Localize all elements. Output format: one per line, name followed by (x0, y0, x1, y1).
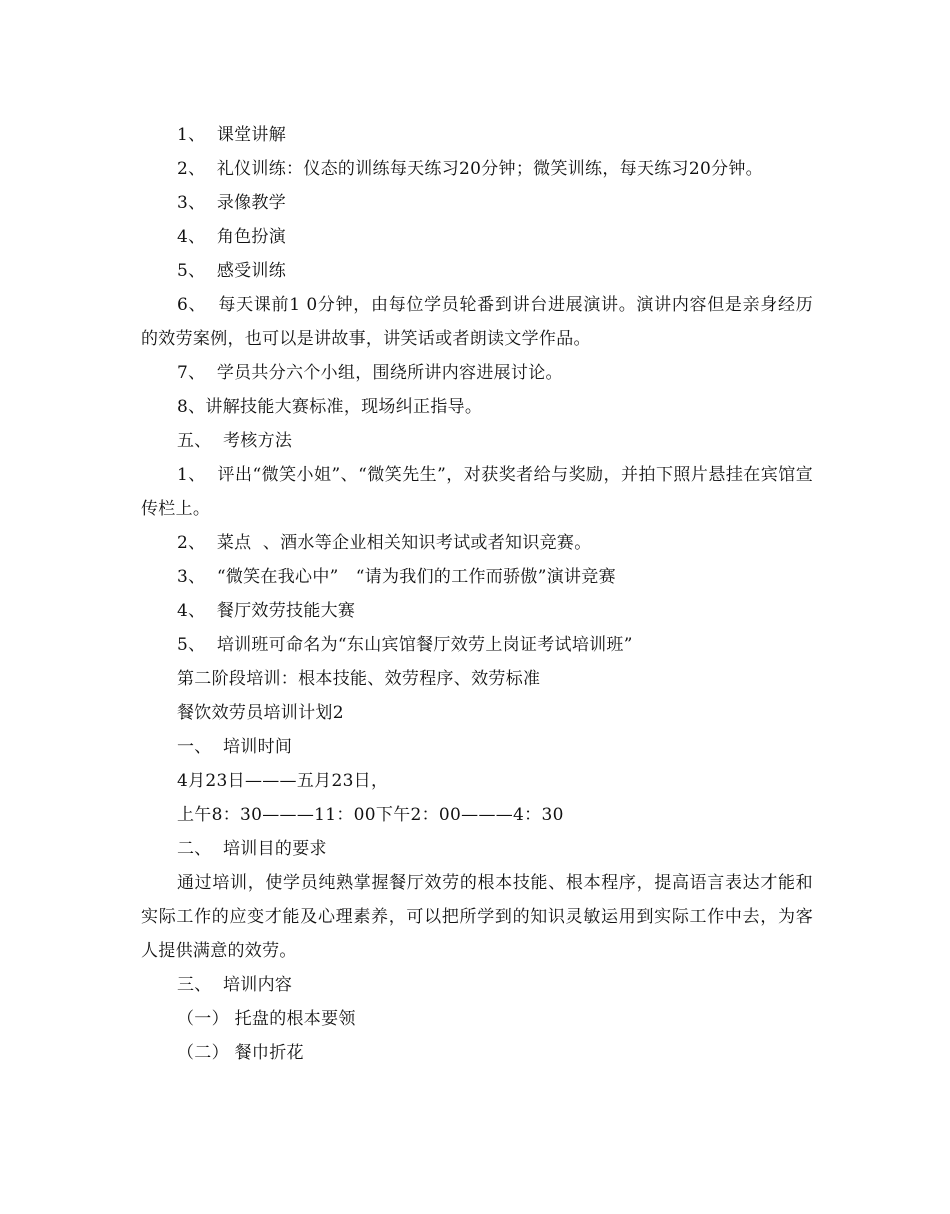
paragraph-18: （一） 托盘的根本要领 (177, 1009, 356, 1029)
paragraph-13: 5、 培训班可命名为“东山宾馆餐厅效劳上岗证考试培训班” (177, 635, 633, 655)
paragraph-8: 8、讲解技能大赛标准，现场纠正指导。 (177, 397, 483, 417)
paragraph-19: （二） 餐巾折花 (177, 1043, 304, 1063)
plan-title: 餐饮效劳员培训计划2 (177, 703, 344, 723)
paragraph-2: 2、 礼仪训练：仪态的训练每天练习20分钟；微笑训练，每天练习20分钟。 (177, 159, 763, 179)
section-heading-1: 一、 培训时间 (177, 737, 293, 757)
paragraph-5: 5、 感受训练 (177, 261, 287, 281)
section-heading-2: 二、 培训目的要求 (177, 839, 327, 859)
paragraph-15: 4月23日———五月23日， (177, 771, 389, 791)
paragraph-10: 2、 菜点 、酒水等企业相关知识考试或者知识竞赛。 (177, 533, 592, 553)
paragraph-14: 第二阶段培训：根本技能、效劳程序、效劳标准 (177, 669, 541, 689)
paragraph-3: 3、 录像教学 (177, 193, 287, 213)
paragraph-16: 上午8：30———11：00下午2：00———4：30 (177, 805, 564, 825)
paragraph-7: 7、 学员共分六个小组，围绕所讲内容进展讨论。 (177, 363, 563, 383)
paragraph-4: 4、 角色扮演 (177, 227, 287, 247)
section-heading-3: 三、 培训内容 (177, 975, 293, 995)
paragraph-1: 1、 课堂讲解 (177, 125, 287, 145)
paragraph-6: 6、 每天课前1 0分钟，由每位学员轮番到讲台进展演讲。演讲内容但是亲身经历的效劳案例，也可以是讲故事，讲笑话或者朗读文学作品。 (141, 295, 813, 349)
paragraph-9: 1、 评出“微笑小姐”、“微笑先生”，对获奖者给与奖励，并拍下照片悬挂在宾馆宣传栏上。 (141, 465, 813, 519)
paragraph-11: 3、 “微笑在我心中” “请为我们的工作而骄傲”演讲竞赛 (177, 567, 616, 587)
document-body (141, 118, 813, 1070)
paragraph-17: 通过培训，使学员纯熟掌握餐厅效劳的根本技能、根本程序，提高语言表达才能和实际工作的应变才能及心理素养，可以把所学到的知识灵敏运用到实际工作中去，为客人提供满意的效劳。 (141, 873, 813, 961)
section-heading-5: 五、 考核方法 (177, 431, 293, 451)
paragraph-12: 4、 餐厅效劳技能大赛 (177, 601, 356, 621)
